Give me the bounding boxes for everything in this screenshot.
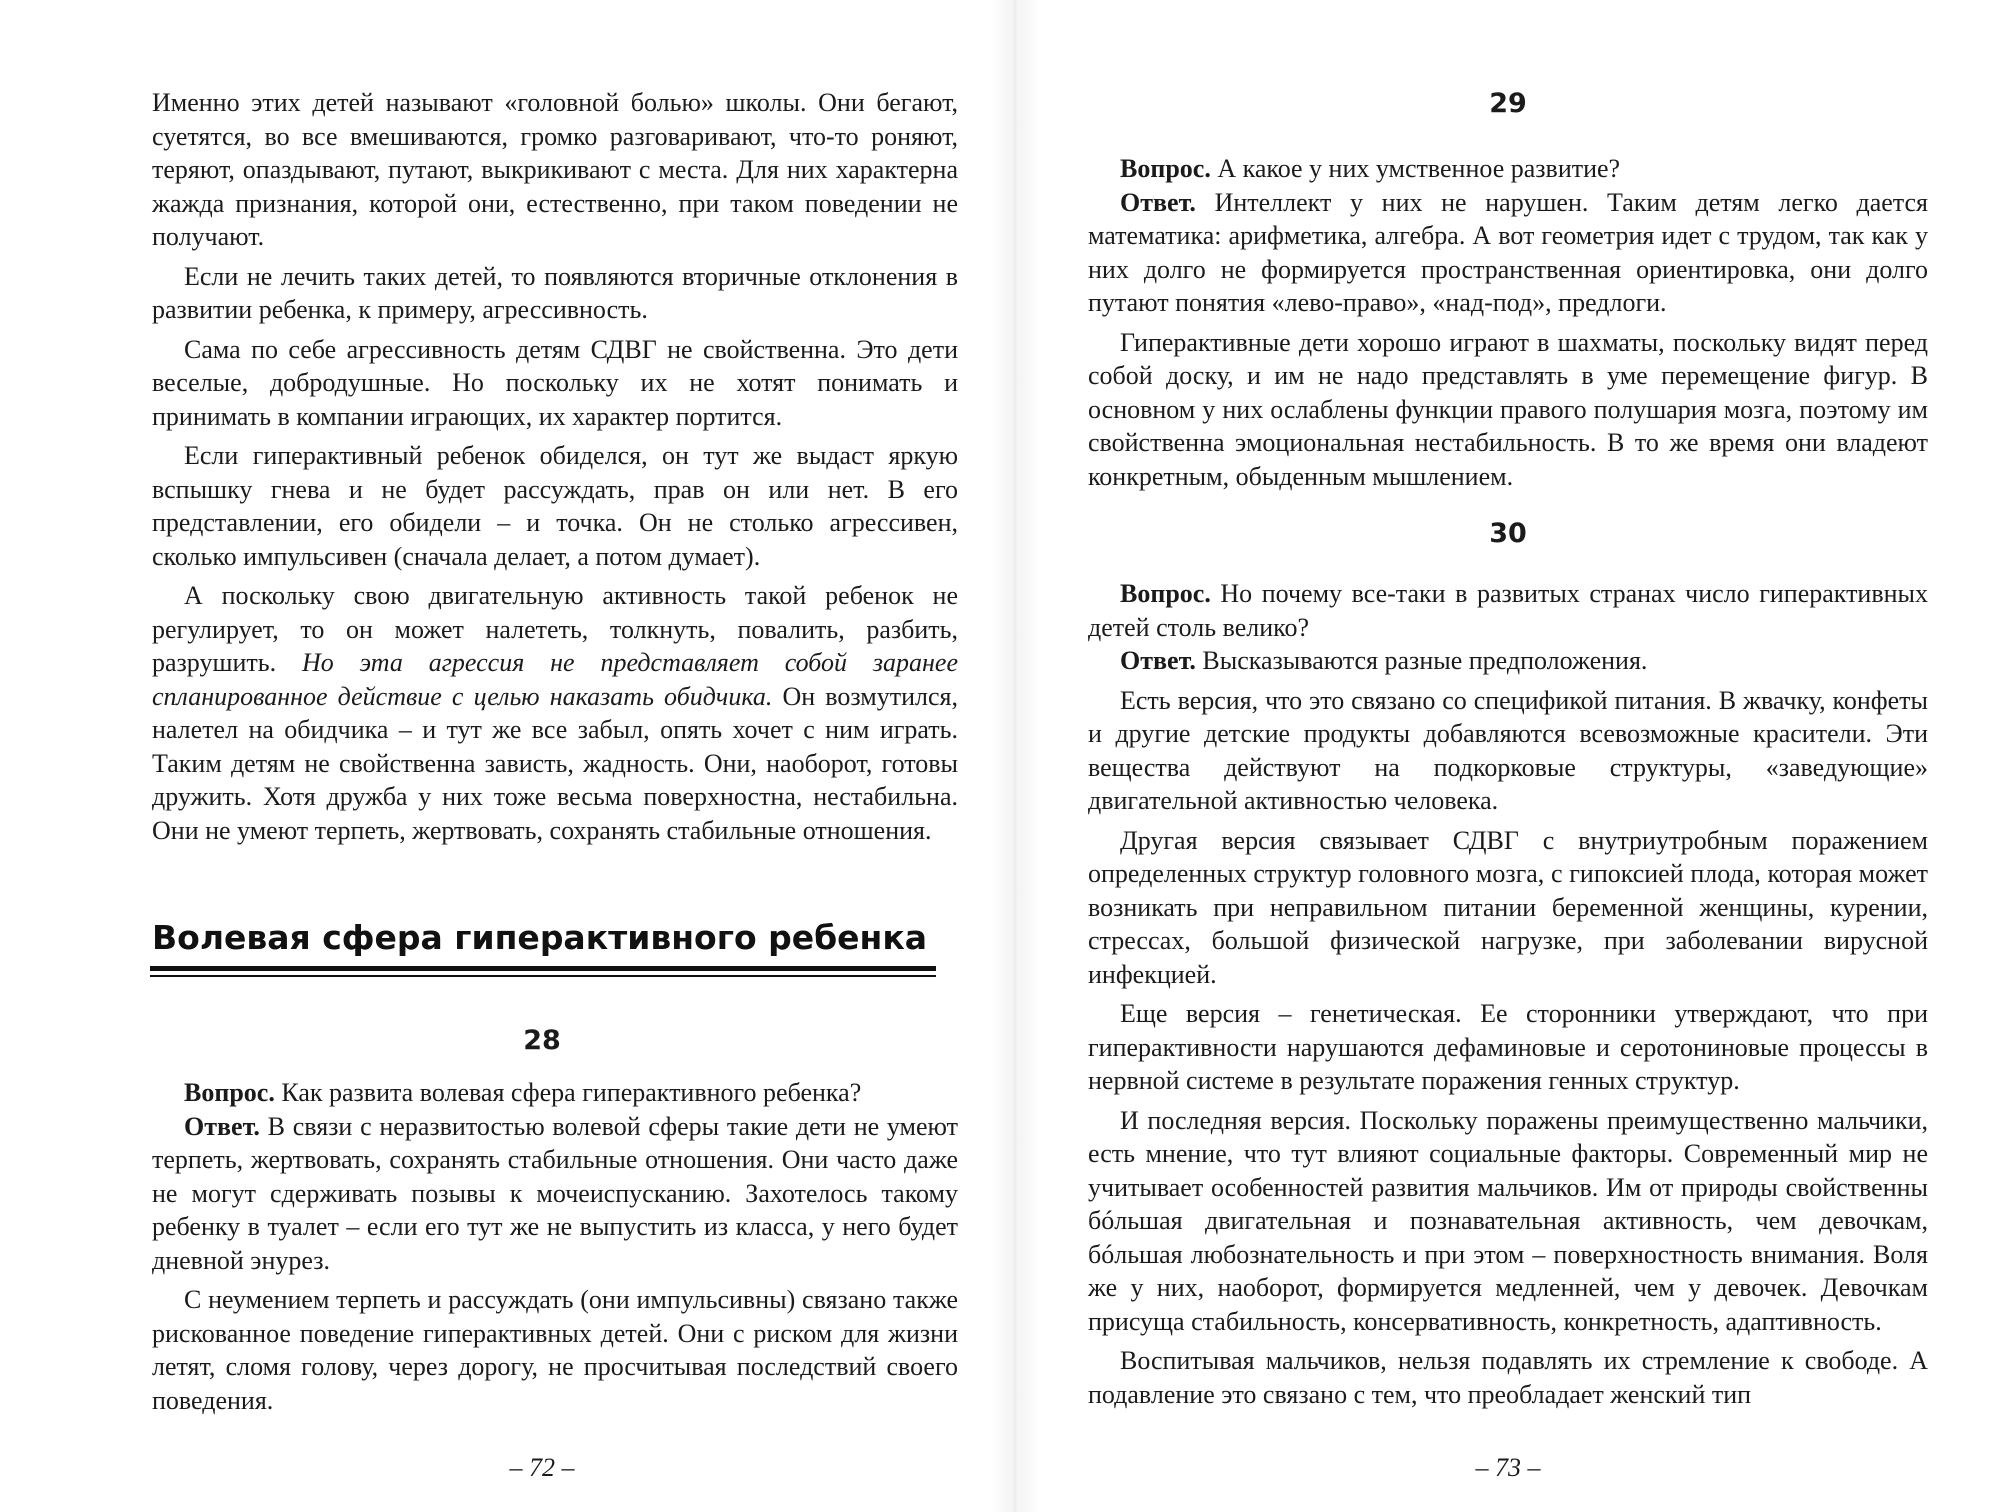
page-number: – 73 – <box>1475 1453 1541 1482</box>
paragraph: Другая версия связывает СДВГ с внутриутробным поражением определенных структур головного мозга, с гипоксией плода, которая может возникать при неправильном питании беременной женщины, курении, стрессах, большой физической нагрузке, при заболевании вирусной инфекцией. <box>1088 825 1928 989</box>
answer-paragraph <box>1088 644 1928 678</box>
question-paragraph <box>1088 152 1928 186</box>
answer-label: Ответ. <box>1120 187 1196 217</box>
answer-text: В связи с неразвитостью волевой сферы такие дети не умеют терпеть, жертвовать, сохранять стабильные отношения. Они часто даже не могут сдерживать позывы к мочеиспусканию. Захотелось такому ребенку в туалет – если его тут же не выпустить из класса, у него будет дневной энурез. <box>152 1111 958 1275</box>
left-page-text-top <box>152 86 958 847</box>
paragraph: Если гиперактивный ребенок обиделся, он тут же выдаст яркую вспышку гнева и не будет рассуждать, прав он или нет. В его представлении, его обидели – и точка. Он не столько агрессивен, сколько импульсивен (сначала делает, а потом думает). <box>152 441 958 571</box>
right-page-text-bottom <box>1088 577 1928 1411</box>
answer-paragraph <box>152 1110 958 1278</box>
heading-rule-thick <box>150 966 936 971</box>
paragraph-with-emphasis <box>152 579 958 847</box>
answer-label: Ответ. <box>1120 646 1196 675</box>
question-number: 30 <box>1489 518 1527 549</box>
question-label: Вопрос. <box>184 1078 275 1107</box>
paragraph: С неумением терпеть и рассуждать (они импульсивны) связано также рискованное поведение гиперактивных детей. Они с риском для жизни летят, сломя голову, через дорогу, не просчитывая последствий своего поведения. <box>152 1285 958 1415</box>
right-page-text-top <box>1088 152 1928 493</box>
paragraph: Именно этих детей называют «головной болью» школы. Они бегают, суетятся, во все вмешиваются, громко разговаривают, что-то роняют, теряют, опаздывают, путают, выкрикивают с места. Для них характерна жажда признания, которой они, естественно, при таком поведении не получают. <box>152 88 958 251</box>
question-text: А какое у них умственное развитие? <box>1210 154 1621 183</box>
question-paragraph <box>1088 577 1928 644</box>
section-heading: Волевая сфера гиперактивного ребенка <box>152 918 928 957</box>
paragraph: Если не лечить таких детей, то появляются вторичные отклонения в развитии ребенка, к примеру, агрессивность. <box>152 261 958 324</box>
paragraph: И последняя версия. Поскольку поражены преимущественно мальчики, есть мнение, что тут влияют социальные факторы. Современный мир не учитывает особенностей развития мальчиков. Им от природы свойственны бóльшая двигательная и познавательная активность, чем девочкам, бóльшая любознательность и при этом – поверхностность внимания. Воля же у них, наоборот, формируется медленней, чем у девочек. Девочкам присуща стабильность, консервативность, конкретность, адаптивность. <box>1088 1105 1928 1336</box>
paragraph: Есть версия, что это связано со спецификой питания. В жвачку, конфеты и другие детские продукты добавляются всевозможные красители. Эти вещества действуют на подкорковые структуры, «заведующие» двигательной активностью человека. <box>1088 685 1928 815</box>
paragraph-text: А поскольку свою двигательную активность такой ребенок не регулирует, то он может налететь, толкнуть, повалить, разбить, разрушить. <box>152 581 958 677</box>
answer-text: Высказываются разные предположения. <box>1195 646 1648 675</box>
question-text: Но почему все-таки в развитых странах число гиперактивных детей столь велико? <box>1088 579 1928 642</box>
left-page-text-bottom <box>152 1076 958 1417</box>
question-label: Вопрос. <box>1120 154 1211 183</box>
answer-label: Ответ. <box>184 1111 260 1141</box>
paragraph: Еще версия – генетическая. Ее сторонники утверждают, что при гиперактивности нарушаются дефаминовые и серотониновые процессы в нервной системе в результате поражения генных структур. <box>1088 999 1928 1095</box>
answer-paragraph <box>1088 186 1928 320</box>
book-gutter <box>990 0 1040 1512</box>
paragraph: Гиперактивные дети хорошо играют в шахматы, поскольку видят перед собой доску, и им не надо представлять в уме перемещение фигур. В основном у них ослаблены функции правого полушария мозга, поэтому им свойственна эмоциональная нестабильность. В то же время они владеют конкретным, обыденным мышлением. <box>1088 327 1928 491</box>
paragraph: Воспитывая мальчиков, нельзя подавлять их стремление к свободе. А подавление это связано с тем, что преобладает женский тип <box>1088 1346 1928 1409</box>
answer-text: Интеллект у них не нарушен. Таким детям легко дается математика: арифметика, алгебра. А вот геометрия идет с трудом, так как у них долго не формируется пространственная ориентировка, они долго путают понятия «лево-право», «над-под», предлоги. <box>1088 187 1928 317</box>
right-page <box>1040 0 2000 1512</box>
paragraph: Сама по себе агрессивность детям СДВГ не свойственна. Это дети веселые, добродушные. Но поскольку их не хотят понимать и принимать в компании играющих, их характер портится. <box>152 334 958 431</box>
question-text: Как развита волевая сфера гиперактивного ребенка? <box>274 1078 862 1107</box>
heading-rule-thin <box>150 975 936 977</box>
question-number: 28 <box>523 1025 561 1056</box>
question-label: Вопрос. <box>1120 579 1211 608</box>
page-number: – 72 – <box>509 1453 575 1482</box>
italic-emphasis: Но эта агрессия не представляет собой заранее спланированное действие с целью наказать обидчика. <box>152 648 959 711</box>
paragraph-text: Он возмутился, налетел на обидчика – и тут же все забыл, опять хочет с ним играть. Таким детям не свойственна зависть, жадность. Они, наоборот, готовы дружить. Хотя дружба у них тоже весьма поверхностна, нестабильна. Они не умеют терпеть, жертвовать, сохранять стабильные отношения. <box>152 681 958 845</box>
question-number: 29 <box>1489 88 1527 119</box>
question-paragraph <box>152 1076 958 1110</box>
left-page <box>0 0 990 1512</box>
